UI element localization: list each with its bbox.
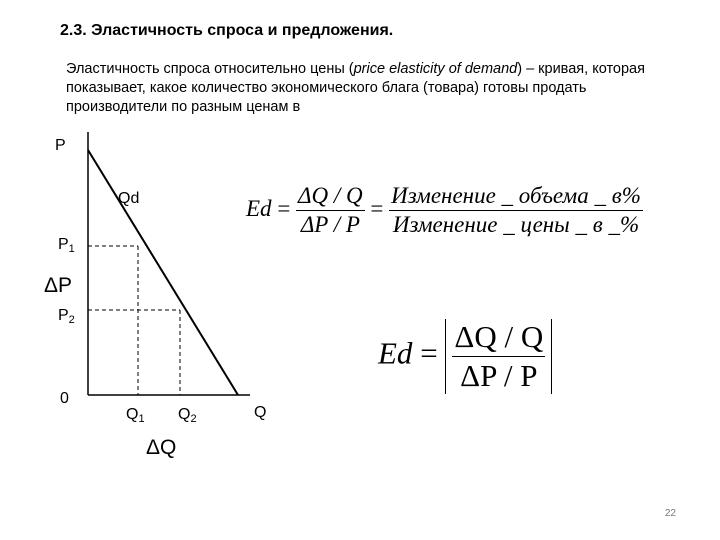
formula2-fraction [452, 319, 545, 394]
y-axis-label: P [55, 137, 66, 154]
demand-curve [88, 150, 238, 395]
definition-lead: Эластичность спроса относительно цены ( [66, 61, 354, 77]
formula1-denominator: ΔP / P [296, 210, 365, 238]
formula1-numerator: ΔQ / Q [298, 183, 363, 208]
p2-label [58, 307, 75, 325]
q1-label [126, 406, 145, 424]
p1-subscript: 1 [68, 243, 75, 255]
q2-subscript: 2 [190, 413, 197, 425]
formula1-lhs: Ed [246, 195, 272, 221]
p2-base: P [58, 307, 69, 324]
formula1-text-numerator: Изменение _ объема _ в% [391, 183, 641, 208]
definition-term: price elasticity of demand [353, 61, 518, 77]
p1-base: P [58, 236, 69, 253]
formula2-equals: = [420, 335, 438, 371]
curve-label: Qd [118, 190, 140, 207]
elasticity-formula-absolute [378, 319, 552, 394]
formula1-text-fraction [389, 183, 643, 238]
q1-subscript: 1 [138, 413, 145, 425]
p1-label [58, 236, 75, 254]
x-axis-label: Q [254, 404, 267, 421]
elasticity-formula-verbal [246, 183, 643, 238]
formula1-text-denominator: Изменение _ цены _ в _% [389, 210, 643, 238]
q2-base: Q [178, 406, 191, 423]
delta-p-label: ΔP [44, 274, 73, 297]
origin-label: 0 [60, 390, 69, 407]
formula2-numerator: ΔQ / Q [454, 319, 544, 354]
formula2-lhs: Ed [378, 335, 413, 371]
formula1-ratio-fraction [296, 183, 365, 238]
absolute-value-bars [445, 319, 552, 394]
formula1-equals-2: = [370, 195, 384, 221]
q2-label [178, 406, 197, 424]
q1-base: Q [126, 406, 139, 423]
slide-title: 2.3. Эластичность спроса и предложения. [60, 22, 394, 39]
definition-rest: ) – кривая, которая показывает, какое количество экономического блага (товара) готовы продать производители по разным ценам в [66, 61, 645, 115]
page-number: 22 [664, 508, 676, 519]
p2-subscript: 2 [68, 314, 75, 326]
formula1-equals: = [277, 195, 291, 221]
delta-q-label: ΔQ [146, 436, 177, 459]
formula2-denominator: ΔP / P [452, 356, 545, 394]
